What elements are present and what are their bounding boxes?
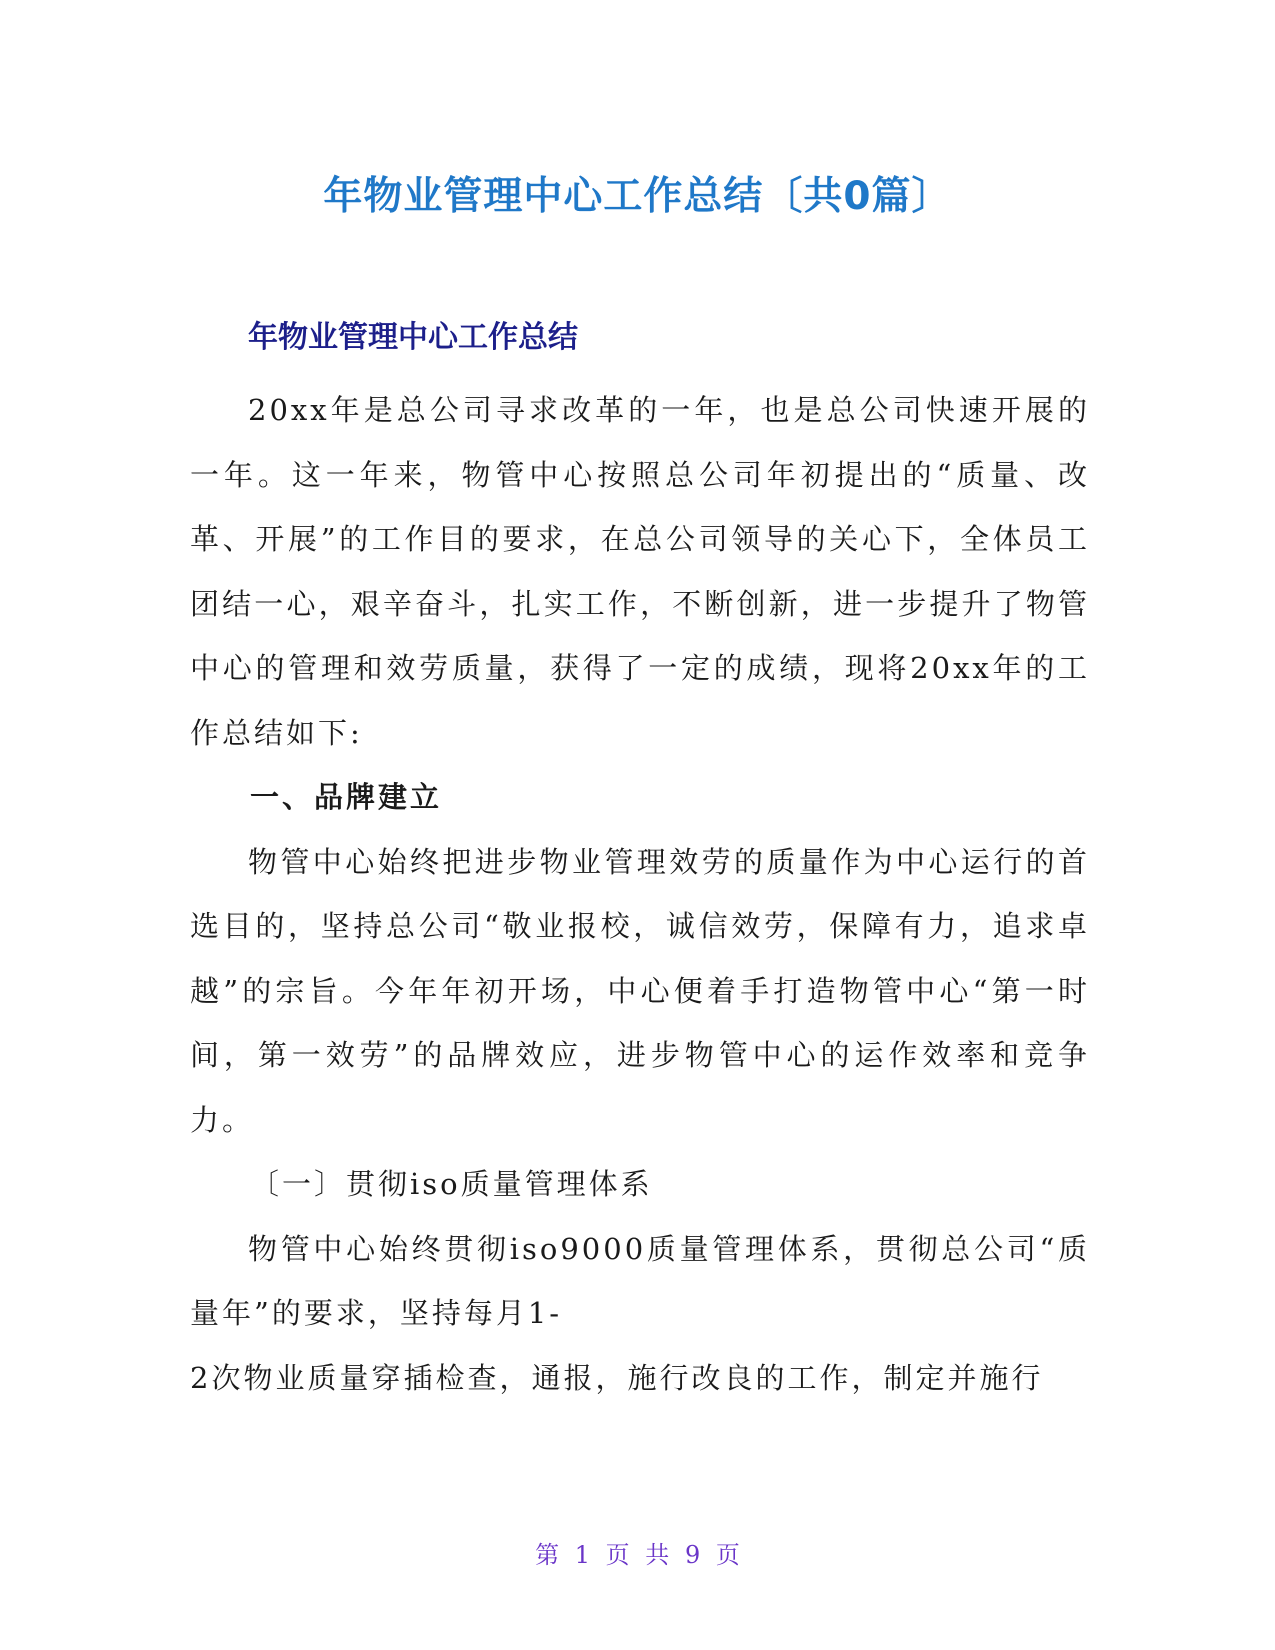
paragraph-intro: 20xx年是总公司寻求改革的一年，也是总公司快速开展的一年。这一年来，物管中心按照总公司年初提出的“质量、改革、开展”的工作目的要求，在总公司领导的关心下，全体员工团结一心，艰辛奋斗，扎实工作，不断创新，进一步提升了物管中心的管理和效劳质量，获得了一定的成绩，现将20xx年的工作总结如下: <box>190 393 1090 750</box>
document-title: 年物业管理中心工作总结〔共0篇〕 <box>323 174 952 219</box>
document-body <box>190 378 1090 1410</box>
subheading-iso: 〔一〕贯彻iso质量管理体系 <box>250 1167 653 1201</box>
paragraph-brand: 物管中心始终把进步物业管理效劳的质量作为中心运行的首选目的，坚持总公司“敬业报校，诚信效劳，保障有力，追求卓越”的宗旨。今年年初开场，中心便着手打造物管中心“第一时间，第一效劳”的品牌效应，进步物管中心的运作效率和竞争力。 <box>190 844 1090 1137</box>
section-title: 年物业管理中心工作总结 <box>248 320 578 355</box>
heading-brand-building: 一、品牌建立 <box>250 780 443 814</box>
paragraph-iso-continued: 2次物业质量穿插检查，通报，施行改良的工作，制定并施行 <box>190 1360 1044 1395</box>
paragraph-iso: 物管中心始终贯彻iso9000质量管理体系，贯彻总公司“质量年”的要求，坚持每月1- <box>190 1231 1090 1330</box>
page-footer: 第 1 页 共 9 页 <box>535 1541 740 1569</box>
